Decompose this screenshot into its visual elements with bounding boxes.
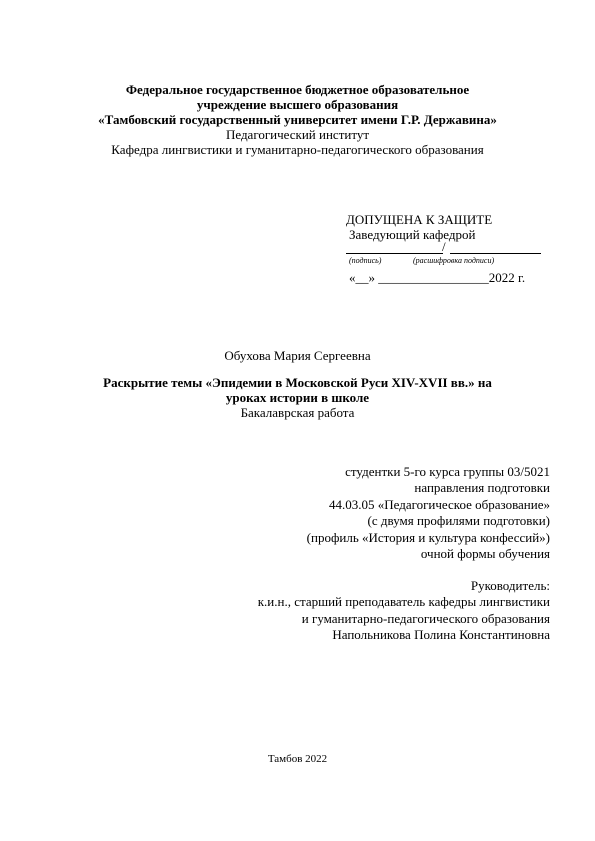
supervisor-label: Руководитель: [470, 578, 550, 593]
header-line-2: учреждение высшего образования [196, 97, 399, 112]
signature-slash: / [442, 239, 446, 254]
approval-subtitle: Заведующий кафедрой [349, 227, 476, 242]
header-institute: Педагогический институт [225, 127, 370, 142]
work-title-line-1: Раскрытие темы «Эпидемии в Московской Руси XIV-XVII вв.» на [103, 375, 492, 390]
student-info-line-3: 44.03.05 «Педагогическое образование» [328, 497, 550, 512]
supervisor-name: Напольникова Полина Константиновна [332, 627, 550, 642]
student-info-line-2: направления подготовки [414, 480, 550, 495]
header-line-1: Федеральное государственное бюджетное образовательное [125, 82, 470, 97]
student-info-line-1: студентки 5-го курса группы 03/5021 [345, 464, 550, 479]
approval-title: ДОПУЩЕНА К ЗАЩИТЕ [346, 212, 493, 227]
student-info-line-5: (профиль «История и культура конфессий») [306, 530, 550, 545]
signature-field-line [346, 253, 443, 254]
author-name: Обухова Мария Сергеевна [224, 348, 371, 363]
supervisor-position-1: к.и.н., старший преподаватель кафедры лингвистики [257, 594, 550, 609]
student-info-line-4: (с двумя профилями подготовки) [367, 513, 550, 528]
footer-city-year: Тамбов 2022 [267, 753, 328, 765]
header-department: Кафедра лингвистики и гуманитарно-педагогического образования [111, 142, 484, 157]
header-university: «Тамбовский государственный университет имени Г.Р. Державина» [98, 112, 497, 127]
work-type: Бакалаврская работа [240, 405, 355, 420]
approval-date-line: «__» _________________2022 г. [349, 270, 526, 285]
signature-line [346, 240, 541, 255]
work-title-line-2: уроках истории в школе [225, 390, 370, 405]
decoding-field-line [450, 253, 541, 254]
caption-signature: (подпись) [349, 256, 382, 265]
student-info-line-6: очной формы обучения [420, 546, 550, 561]
caption-decoding: (расшифровка подписи) [413, 256, 495, 265]
supervisor-position-2: и гуманитарно-педагогического образования [301, 611, 550, 626]
